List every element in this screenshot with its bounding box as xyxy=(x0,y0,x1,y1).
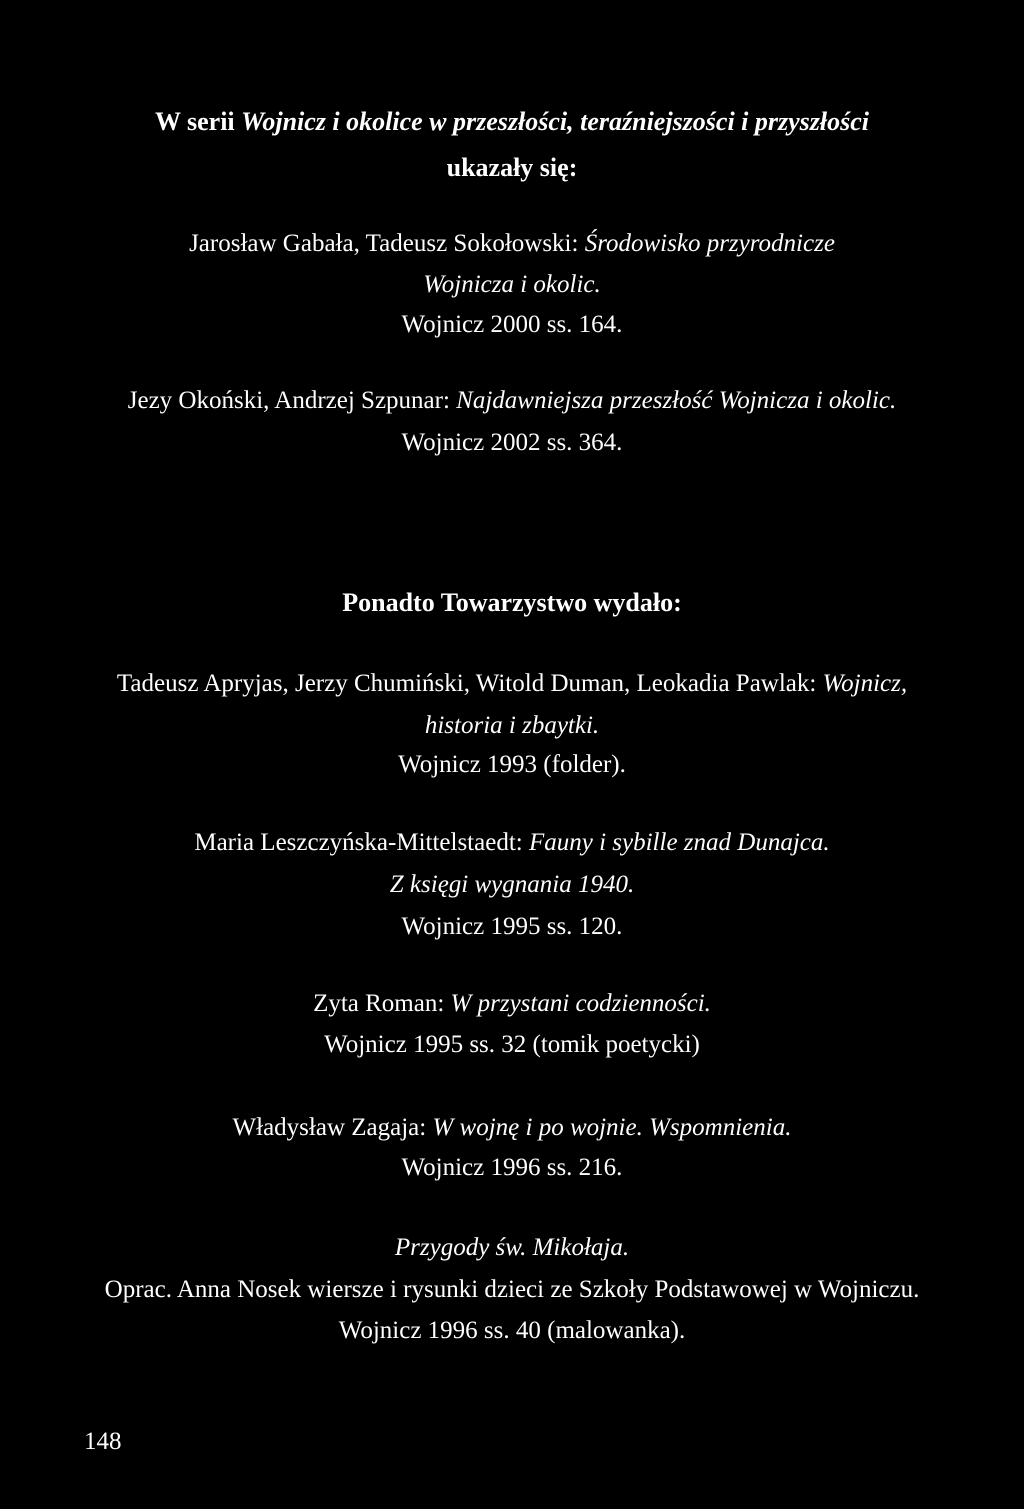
series-item-1-line-1 xyxy=(0,228,1024,260)
series-heading-line-2: ukazały się: xyxy=(446,153,578,182)
series-item-2-title: Najdawniejsza przeszłość Wojnicza i okolic. xyxy=(456,387,897,414)
other-item-2-authors: Maria Leszczyńska-Mittelstaedt: xyxy=(194,829,529,856)
series-item-2-authors: Jezy Okoński, Andrzej Szpunar: xyxy=(127,387,457,414)
series-item-1-authors: Jarosław Gabała, Tadeusz Sokołowski: xyxy=(189,230,585,257)
series-item-2-publication: Wojnicz 2002 ss. 364. xyxy=(401,429,623,456)
other-item-4-line-1 xyxy=(0,1112,1024,1144)
other-item-5-publication: Wojnicz 1996 ss. 40 (malowanka). xyxy=(338,1317,686,1344)
other-item-5-note: Oprac. Anna Nosek wiersze i rysunki dzieci ze Szkoły Podstawowej w Wojniczu. xyxy=(104,1276,920,1303)
other-item-1-line-1 xyxy=(0,668,1024,700)
other-item-5-title: Przygody św. Mikołaja. xyxy=(394,1234,630,1261)
other-item-2-title-part2: Z księgi wygnania 1940. xyxy=(389,871,635,898)
other-item-3-authors: Zyta Roman: xyxy=(313,990,451,1017)
other-item-2-line-1 xyxy=(0,827,1024,859)
other-heading: Ponadto Towarzystwo wydało: xyxy=(342,588,682,617)
other-item-1-line-2 xyxy=(0,710,1024,742)
other-item-1-publication: Wojnicz 1993 (folder). xyxy=(398,751,626,778)
other-item-3-publication: Wojnicz 1995 ss. 32 (tomik poetycki) xyxy=(324,1031,700,1058)
other-item-2-title-part1: Fauny i sybille znad Dunajca. xyxy=(528,829,830,856)
other-item-5-title-line xyxy=(0,1232,1024,1264)
other-item-1-authors: Tadeusz Apryjas, Jerzy Chumiński, Witold Duman, Leokadia Pawlak: xyxy=(116,670,823,697)
series-title: Wojnicz i okolice w przeszłości, teraźniejszości i przyszłości xyxy=(241,107,870,136)
other-item-3-line-1 xyxy=(0,988,1024,1020)
series-heading-prefix: W serii xyxy=(154,107,242,136)
other-item-2-publication: Wojnicz 1995 ss. 120. xyxy=(401,913,623,940)
other-item-4-authors: Władysław Zagaja: xyxy=(232,1114,433,1141)
series-item-1-line-2 xyxy=(0,269,1024,301)
other-item-1-title-part2: historia i zbaytki. xyxy=(424,712,600,739)
other-item-4-publication: Wojnicz 1996 ss. 216. xyxy=(401,1154,623,1181)
series-item-1-publication: Wojnicz 2000 ss. 164. xyxy=(401,311,623,338)
series-item-2-line-1 xyxy=(0,385,1024,417)
other-item-4-title: W wojnę i po wojnie. Wspomnienia. xyxy=(432,1114,792,1141)
page-number: 148 xyxy=(84,1428,122,1455)
other-item-3-title: W przystani codzienności. xyxy=(450,990,711,1017)
other-item-1-title-part1: Wojnicz, xyxy=(822,670,908,697)
series-item-1-title-part1: Środowisko przyrodnicze xyxy=(584,230,835,257)
series-item-1-title-part2: Wojnicza i okolic. xyxy=(423,271,601,298)
series-heading-line-1 xyxy=(0,106,1024,138)
other-item-2-line-2 xyxy=(0,869,1024,901)
